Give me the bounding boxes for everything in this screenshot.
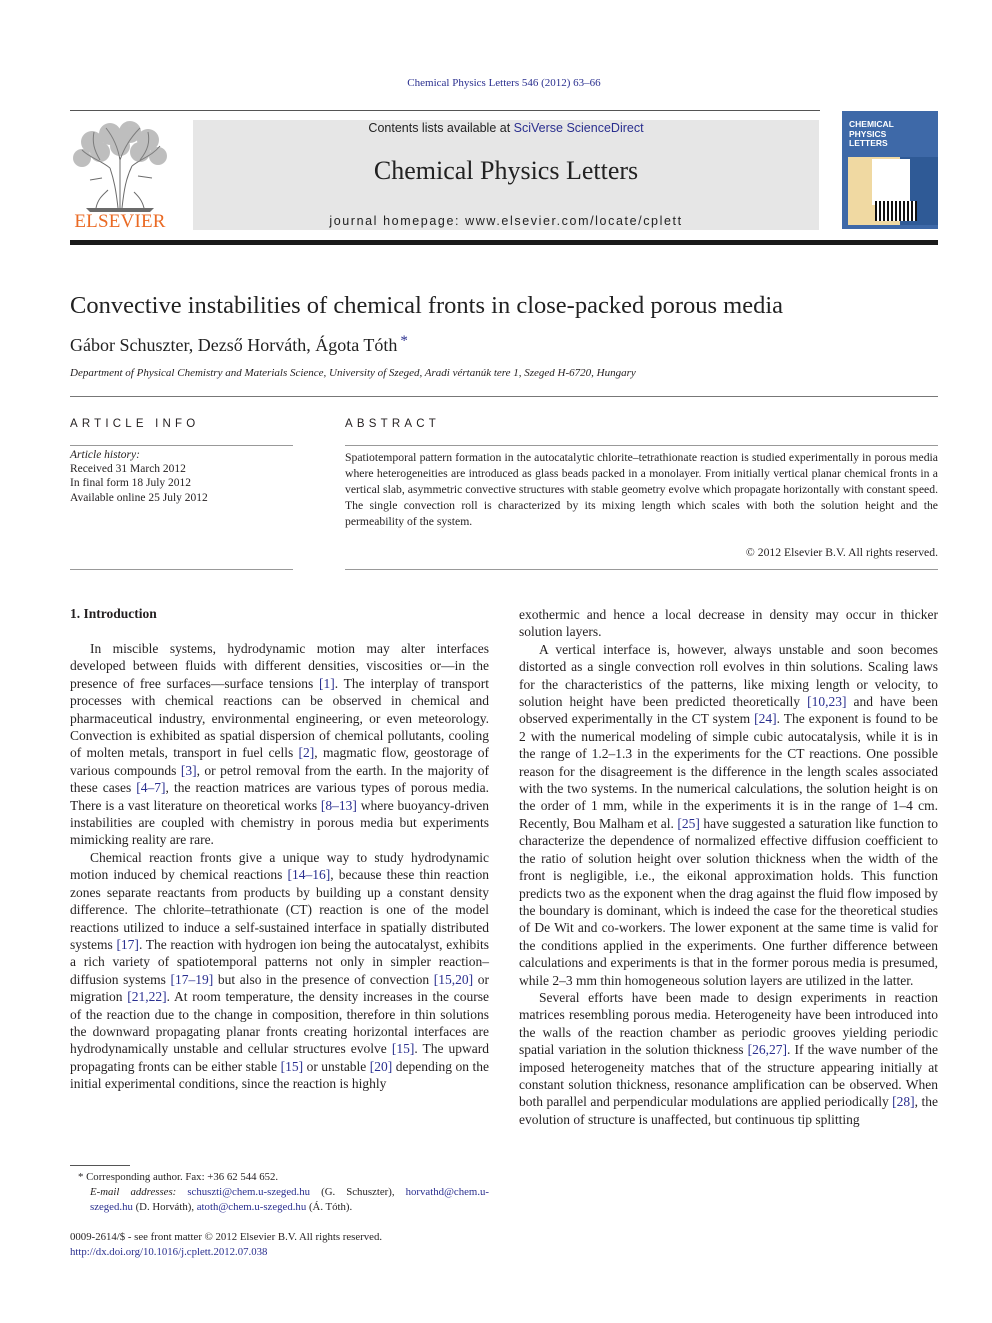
author-list [70,335,408,356]
body-text: . The interplay of transport processes with chemical reactions can be observed in chemical and pharmaceutical industry, environmental engineering, or even meteorology. Convection is exhibited as spatial dispersion of chemical pollutants, cooling of molten metals, transport in fuel cells [70,675,489,761]
citation-ref[interactable]: [10,23] [807,694,847,710]
citation-ref[interactable]: [25] [677,815,700,831]
body-text: In miscible systems, hydrodynamic motion may alter interfaces developed between fluids with different densities, viscosities or—in the presence of free surfaces—surface tensions [70,641,489,691]
cover-title-line: LETTERS [849,138,888,148]
citation-ref[interactable]: [4–7] [136,780,166,796]
section-rule [70,396,938,397]
received-date: Received 31 March 2012 [70,463,186,476]
journal-homepage [193,214,819,228]
body-text: but also in the presence of convection [213,971,434,987]
body-text: Several efforts have been made to design experiments in reaction matrices resembling porous media. Heterogeneity have been introduced into the walls of the reaction chamber as periodic grooves yielding periodic spatial variation in the solution thickness [519,989,938,1058]
sciencedirect-link[interactable]: SciVerse ScienceDirect [513,121,644,135]
body-text: . At room temperature, the density increases in the course of the reaction due to the change in composition, therefore in thin solutions the downward propagating planar fronts creating horizontal interfaces are hydrodynamically unstable and cellular structures evolve [70,989,489,1057]
body-text: exothermic and hence a local decrease in density may occur in thicker solution layers. [519,607,938,640]
body-column-left [70,640,489,1093]
article-history [70,448,208,505]
citation-ref[interactable]: [8–13] [320,797,357,813]
article-title: Convective instabilities of chemical fronts in close-packed porous media [70,292,784,319]
body-text: . The upward propagating fronts can be either stable [70,1041,489,1074]
body-text: , the reaction matrices are various types of porous media. There is a vast literature on theoretical works [70,780,489,813]
revised-date: In final form 18 July 2012 [70,477,192,490]
body-text: Chemical reaction fronts give a unique way to study hydrodynamic motion induced by chemical reactions [70,849,489,883]
contents-prefix: Contents lists available at [368,121,514,135]
footnote [70,1170,489,1215]
doi-link[interactable]: http://dx.doi.org/10.1016/j.cplett.2012.07.038 [70,1246,268,1258]
citation-ref[interactable]: [14–16] [287,867,331,883]
email-line [70,1185,489,1215]
abstract-rule [345,569,938,570]
body-text: or migration [70,971,490,1005]
footnote-mark: * [78,1171,84,1183]
issn-line: 0009-2614/$ - see front matter © 2012 Elsevier B.V. All rights reserved. [70,1231,383,1243]
citation-ref[interactable]: [17] [116,936,139,952]
body-text: , or petrol removal from the earth. In the majority of these cases [70,762,489,796]
body-text: , magmatic flow, geostorage of various compounds [70,745,489,778]
journal-citation[interactable]: Chemical Physics Letters 546 (2012) 63–66 [407,77,601,89]
issn-block [70,1230,382,1260]
citation-ref[interactable]: [24] [754,711,777,727]
citation-ref[interactable]: [1] [319,675,335,691]
body-text: or unstable [303,1058,370,1074]
body-text: depending on the initial experimental conditions, since the reaction is highly [70,1058,489,1092]
citation-ref[interactable]: [15] [391,1041,415,1057]
body-text: , because these thin reaction zones separate reactants from products by building up a constant density difference. The chlorite–tetrathionate (CT) reaction is one of the model reactions utilized to induce a self-sustained interface in spatially distributed systems [70,867,490,952]
corresponding-note [70,1170,489,1185]
citation-ref[interactable]: [15,20] [433,971,474,987]
journal-cover-thumbnail[interactable] [842,111,938,229]
email-owner: (G. Schuszter), [321,1186,395,1198]
email-link[interactable]: horvathd@chem.u-szeged.hu [90,1186,490,1213]
paragraph-continuation [519,606,938,641]
citation-ref[interactable]: [3] [180,762,197,778]
corresponding-author-mark[interactable]: * [400,333,408,349]
citation-ref[interactable]: [26,27] [747,1042,788,1058]
citation-ref[interactable]: [2] [298,745,315,761]
article-info-rule [70,445,293,446]
article-info-heading: ARTICLE INFO [70,418,200,430]
citation-ref[interactable]: [28] [892,1094,915,1110]
cover-barcode-graphic [875,201,917,221]
homepage-prefix: journal homepage: [329,214,466,228]
citation-ref[interactable]: [17–19] [170,971,214,987]
online-date: Available online 25 July 2012 [70,491,208,504]
header-rule [70,110,820,111]
email-link[interactable]: atoth@chem.u-szeged.hu [196,1201,307,1213]
abstract-copyright: © 2012 Elsevier B.V. All rights reserved. [745,546,938,559]
email-link[interactable]: schuszti@chem.u-szeged.hu [187,1186,311,1198]
email-label: E-mail addresses: [90,1186,177,1198]
body-text: where buoyancy-driven instabilities are coupled with chemistry in porous media but experiments mimicking reality are rare. [70,797,489,848]
elsevier-wordmark: ELSEVIER [74,211,166,232]
affiliation: Department of Physical Chemistry and Materials Science, University of Szeged, Aradi vértanúk tere 1, Szeged H-6720, Hungary [70,367,636,379]
section-heading: 1. Introduction [70,606,157,621]
body-text: A vertical interface is, however, always unstable and soon becomes distorted as a single convection roll evolves in thin solutions. Scaling laws for the characteristics of the patterns, like mixing length or velocity, to solution height have been predicted theoretically [519,641,938,710]
footnote-rule [70,1165,130,1166]
author-names: Gábor Schuszter, Dezső Horváth, Ágota Tóth [70,335,398,355]
contents-availability [193,121,819,135]
citation-ref[interactable]: [21,22] [127,989,167,1005]
body-text: . The reaction with hydrogen ion being the autocatalyst, exhibits a rich variety of spatiotemporal patterns not only in simpler reaction–diffusion systems [70,936,489,987]
body-text: and have been observed experimentally in the CT system [519,694,938,727]
body-column-right [519,606,938,1128]
journal-name: Chemical Physics Letters [373,156,639,185]
cover-plot-panel [872,159,910,205]
paragraph [519,989,938,1128]
history-label: Article history: [70,449,140,461]
abstract-text: Spatiotemporal pattern formation in the autocatalytic chlorite–tetrathionate reaction is studied experimentally in porous media where heterogeneities are introduced as glass beads packed in a monolayer. From initially vertical planar chemical fronts in a vertical slab, asymmetric convective structures with stable geometry evolve which propagate horizontally with constant speed. The single convection roll is characterized by its mixing length which scales with both the solution height and the permeability of the system. [345,451,938,528]
cover-title-line: PHYSICS [849,128,887,139]
cover-title [849,120,894,149]
cover-title-line: CHEMICAL [849,119,894,129]
corresponding-text: Corresponding author. Fax: +36 62 544 652. [86,1171,279,1183]
abstract-heading: ABSTRACT [345,418,440,430]
citation-ref[interactable]: [20] [369,1058,393,1074]
body-text: have suggested a saturation like function to characterize the dependence of normalized effective diffusion coefficient to the ratio of solution height over solution thickness when the width of the front is negligible, i.e., the eikonal approximation holds. This function predicts two as the exponent when the drag against the fluid flow imposed by the boundary is dominant, which is indeed the case for the theoretical studies of De Wit and co-workers. The lower exponent at the same time is valid for the conditions applied in the experiments. One further difference between calculations and experiments is that in the former porous media is presumed, while 2–3 mm thin homogeneous solution layers are utilized in the latter. [519,815,938,988]
citation-ref[interactable]: [15] [280,1058,304,1074]
article-info-rule [70,569,293,570]
body-text: . The exponent is found to be 2 with the numerical modeling of simple cubic autocatalysis, while it is in the range of 1.2–1.3 in the experiments for the CT reactions. One possible reason for the disagreement is the difference in the length scales associated with the two systems. In the numerical calculations, the solution height is on the order of 1 mm, while in the experiments it is in the range of 1–4 cm. Recently, Bou Malham et al. [519,711,938,831]
abstract-rule [345,445,938,446]
header-thick-rule [70,240,938,245]
paragraph [70,640,489,849]
body-text: . If the wave number of the imposed heterogeneity matches that of the structure appearing initially at constant solution thickness, resonance amplification can be observed. When both parallel and perpendicular modulations are applied periodically [519,1042,938,1110]
body-text: , the evolution of structure is unaffected, but continuous tip splitting [519,1094,938,1127]
paragraph [70,849,489,1093]
paragraph [519,641,938,989]
email-owner: (D. Horváth), [135,1201,195,1213]
homepage-url[interactable]: www.elsevier.com/locate/cplett [465,214,683,228]
email-owner: (Á. Tóth). [308,1201,353,1213]
